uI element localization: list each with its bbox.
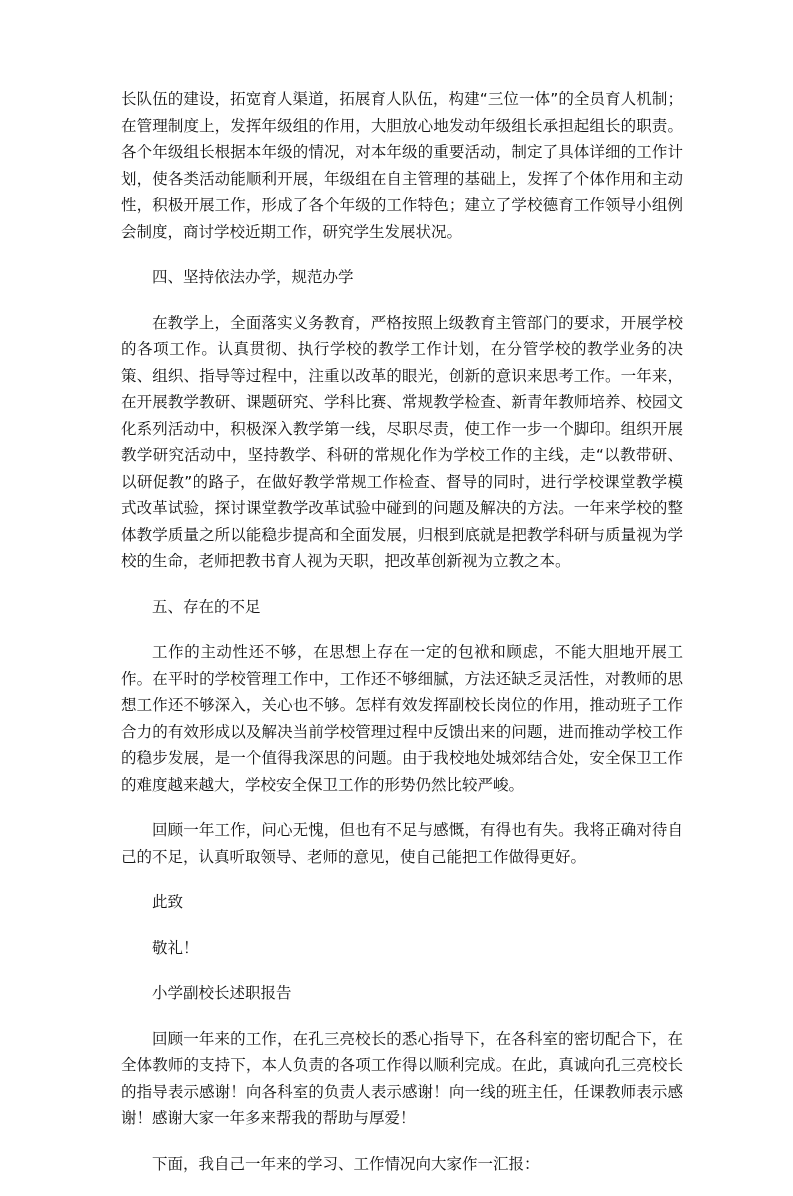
paragraph-intro-report: 下面，我自己一年来的学习、工作情况向大家作一汇报： — [152, 1154, 540, 1173]
document-page — [121, 86, 683, 1196]
section-heading-shortcomings: 五、存在的不足 — [152, 597, 261, 616]
closing-regards: 敬礼！ — [152, 938, 199, 957]
report-title: 小学副校长述职报告 — [152, 984, 292, 1002]
paragraph-shortcomings: 工作的主动性还不够，在思想上存在一定的包袱和顾虑，不能大胆地开展工作。在平时的学校管理工作中，工作还不够细腻，方法还缺乏灵活性，对教师的思想工作还不够深入，关心也不够。怎样有效发挥副校长岗位的作用，推动班子工作合力的有效形成以及解决当前学校管理过程中反馈出来的问题，进而推动学校工作的稳步发展，是一个值得我深思的问题。由于我校地处城郊结合处，安全保卫工作的难度越来越大，学校安全保卫工作的形势仍然比较严峻。 — [121, 643, 683, 794]
section-heading-law-based-schooling: 四、坚持依法办学，规范办学 — [152, 268, 354, 286]
paragraph-teaching-work: 在教学上，全面落实义务教育，严格按照上级教育主管部门的要求，开展学校的各项工作。认真贯彻、执行学校的教学工作计划，在分管学校的教学业务的决策、组织、指导等过程中，注重以改革的眼光，创新的意识来思考工作。一年来，在开展教学教研、课题研究、学科比赛、常规教学检查、新青年教师培养、校园文化系列活动中，积极深入教学第一线，尽职尽责，使工作一步一个脚印。组织开展教学研究活动中，坚持教学、科研的常规化作为学校工作的主线，走“以教带研、以研促教”的路子，在做好教学常规工作检查、督导的同时，进行学校课堂教学模式改革试验，探讨课堂教学改革试验中碰到的问题及解决的方法。一年来学校的整体教学质量之所以能稳步提高和全面发展，归根到底就是把教学科研与质量视为学校的生命，老师把教书育人视为天职，把改革创新视为立教之本。 — [121, 313, 683, 570]
paragraph-review: 回顾一年工作，问心无愧，但也有不足与感慨，有得也有失。我将正确对待自己的不足，认真听取领导、老师的意见，使自己能把工作做得更好。 — [121, 821, 683, 866]
paragraph-youth-team-building: 长队伍的建设，拓宽育人渠道，拓展育人队伍，构建“三位一体”的全员育人机制；在管理制度上，发挥年级组的作用，大胆放心地发动年级组长承担起组长的职责。各个年级组长根据本年级的情况，对本年级的重要活动，制定了具体详细的工作计划，使各类活动能顺利开展，年级组在自主管理的基础上，发挥了个体作用和主动性，积极开展工作，形成了各个年级的工作特色；建立了学校德育工作领导小组例会制度，商讨学校近期工作，研究学生发展状况。 — [121, 90, 683, 241]
paragraph-thanks: 回顾一年来的工作，在孔三亮校长的悉心指导下，在各科室的密切配合下，在全体教师的支持下，本人负责的各项工作得以顺利完成。在此，真诚向孔三亮校长的指导表示感谢！向各科室的负责人表示感谢！向一线的班主任，任课教师表示感谢！感谢大家一年多来帮我的帮助与厚爱！ — [121, 1029, 683, 1127]
closing-salutation: 此致 — [152, 893, 184, 911]
